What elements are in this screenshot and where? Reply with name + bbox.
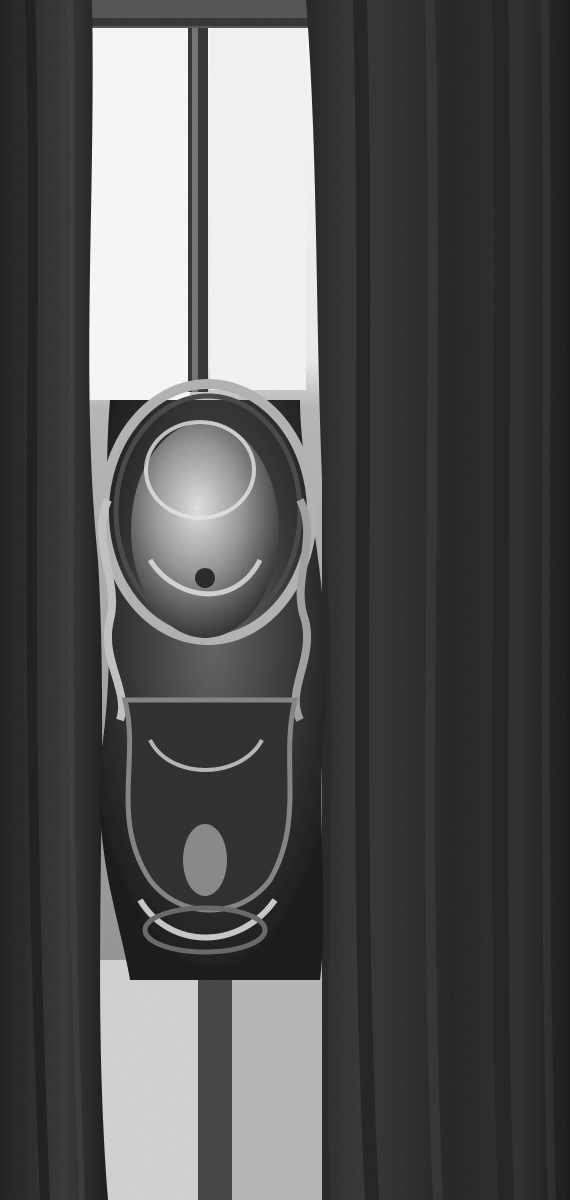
right-curtain [306, 0, 570, 1200]
knocker-face [131, 422, 279, 638]
door-knocker [99, 384, 326, 980]
